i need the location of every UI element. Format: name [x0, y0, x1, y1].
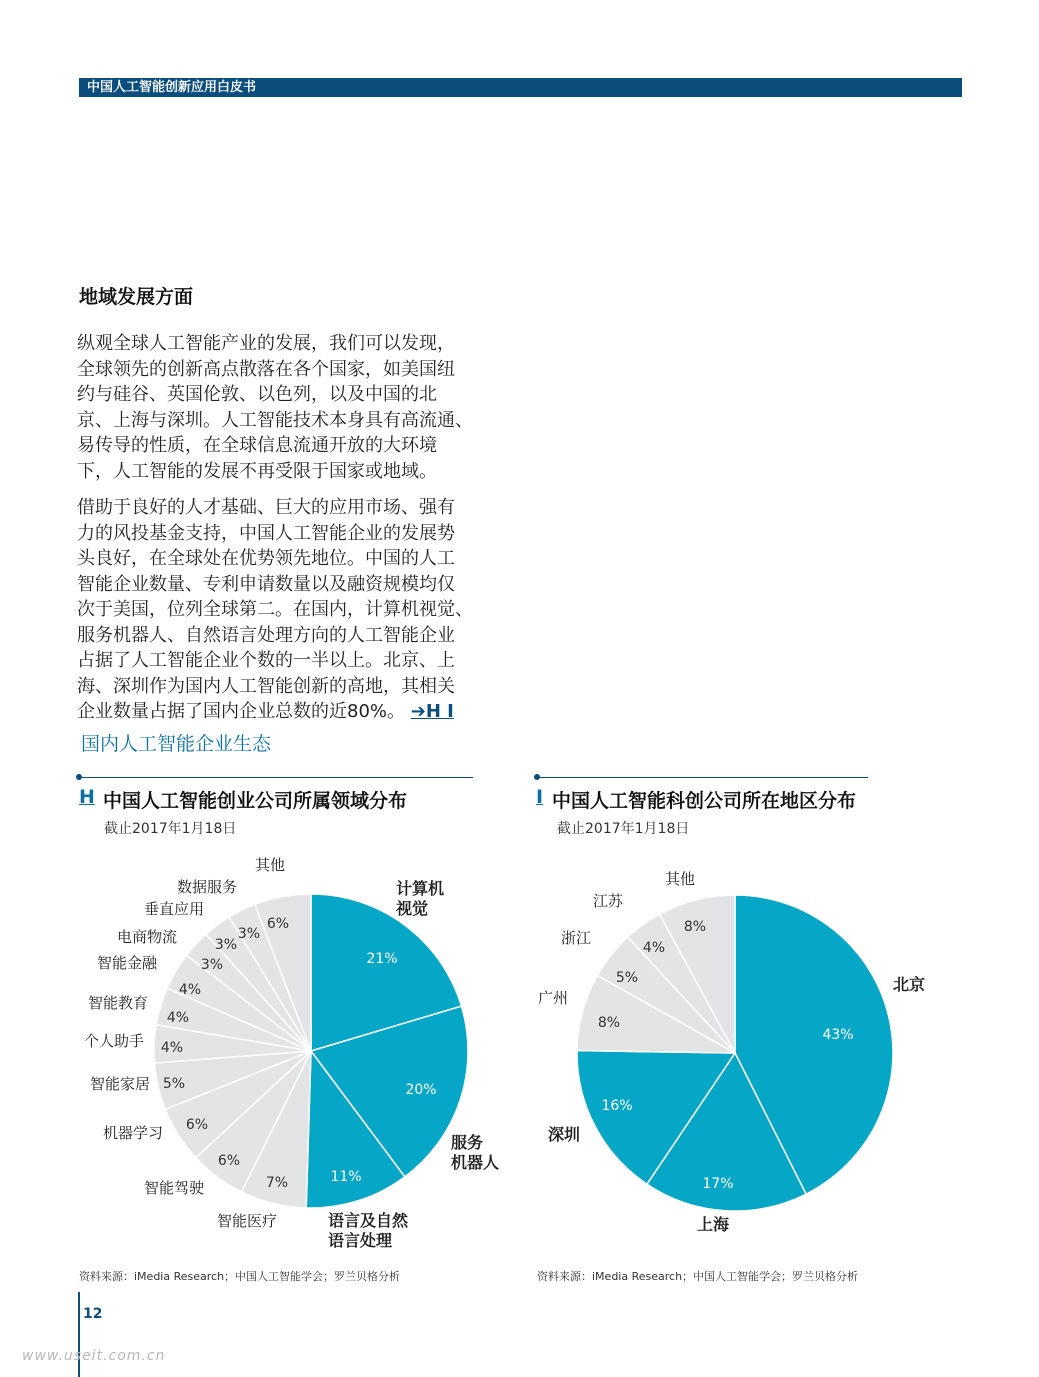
pie-percent-label: 8% [597, 1015, 621, 1031]
pie-category-label: 智能医疗 [216, 1212, 277, 1230]
pie-percent-label: 7% [265, 1175, 289, 1191]
pie-percent-label: 43% [822, 1027, 854, 1043]
pie-category-label: 智能金融 [96, 954, 157, 972]
pie-category-label: 智能教育 [87, 994, 148, 1012]
pie-category-label: 广州 [537, 989, 568, 1007]
paragraph-line: 海、深圳作为国内人工智能创新的高地，其相关 [77, 675, 455, 697]
pie-category-label: 语言及自然语言处理 [328, 1211, 409, 1250]
pie-category-label: 北京 [893, 975, 926, 994]
pie-percent-label: 4% [160, 1040, 184, 1056]
pie-percent-label: 6% [185, 1117, 209, 1133]
paragraph-line: 全球领先的创新高点散落在各个国家，如美国纽 [77, 358, 455, 380]
page-number: 12 [83, 1306, 103, 1322]
chart-i-title: 中国人工智能科创公司所在地区分布 [552, 790, 857, 812]
pie-category-label: 其他 [254, 856, 285, 874]
pie-category-label: 机器学习 [102, 1124, 163, 1142]
ecosystem-title: 国内人工智能企业生态 [81, 733, 272, 755]
paragraph-line: 易传导的性质，在全球信息流通开放的大环境 [77, 435, 437, 456]
pie-percent-label: 21% [366, 951, 398, 967]
pie-category-label: 深圳 [547, 1125, 580, 1144]
pie-category-label: 智能家居 [89, 1075, 150, 1093]
paragraph-line: 力的风投基金支持，中国人工智能企业的发展势 [77, 522, 455, 544]
chart-h-label: H [79, 786, 95, 808]
pie-percent-label: 8% [683, 919, 707, 935]
chart-i-source: 资料来源：iMedia Research；中国人工智能学会；罗兰贝格分析 [537, 1270, 859, 1283]
page-rule [78, 1292, 80, 1377]
pie-percent-label: 20% [405, 1082, 437, 1098]
pie-category-label: 垂直应用 [143, 900, 204, 918]
chart-i-subtitle: 截止2017年1月18日 [557, 821, 690, 837]
chart-h-title: 中国人工智能创业公司所属领域分布 [103, 790, 408, 812]
watermark: www.useit.com.cn [22, 1348, 166, 1364]
header-title: 中国人工智能创新应用白皮书 [87, 80, 257, 95]
pie-percent-label: 11% [330, 1169, 362, 1185]
pie-percent-label: 4% [642, 940, 666, 956]
chart-h-source: 资料来源：iMedia Research；中国人工智能学会；罗兰贝格分析 [79, 1270, 401, 1283]
pie-percent-label: 4% [178, 982, 202, 998]
paragraph-line: 借助于良好的人才基础、巨大的应用市场、强有 [77, 497, 455, 518]
paragraph-line: 智能企业数量、专利申请数量以及融资规模均仅 [77, 573, 455, 595]
pie-percent-label: 3% [237, 926, 261, 942]
paragraph-line: 次于美国，位列全球第二。在国内，计算机视觉、 [77, 599, 473, 620]
pie-category-label: 电商物流 [116, 928, 177, 946]
pie-category-label: 数据服务 [176, 878, 237, 896]
paragraph-line: 头良好，在全球处在优势领先地位。中国的人工 [77, 548, 455, 569]
chart-i-label: I [536, 786, 544, 808]
pie-percent-label: 6% [266, 916, 290, 932]
paragraph-line: 下，人工智能的发展不再受限于国家或地域。 [77, 460, 437, 482]
paragraph-line: 纵观全球人工智能产业的发展，我们可以发现， [77, 333, 455, 354]
pie-percent-label: 16% [601, 1098, 633, 1114]
pie-percent-label: 5% [615, 970, 639, 986]
paragraph-line: 京、上海与深圳。人工智能技术本身具有高流通、 [77, 409, 473, 431]
chart-h-subtitle: 截止2017年1月18日 [104, 821, 237, 837]
pie-percent-label: 5% [162, 1076, 186, 1092]
pie-category-label: 服务机器人 [451, 1133, 500, 1172]
pie-category-label: 其他 [664, 870, 695, 888]
pie-category-label: 计算机视觉 [396, 879, 445, 918]
pie-category-label: 智能驾驶 [143, 1179, 204, 1197]
pie-category-label: 浙江 [560, 929, 591, 947]
paragraph-text: 企业数量占据了国内企业总数的近80%。 [77, 701, 406, 722]
pie-category-label: 上海 [696, 1215, 730, 1234]
figure-reference-link[interactable]: ➔H I [410, 701, 454, 722]
pie-category-label: 个人助手 [83, 1032, 144, 1050]
section-heading: 地域发展方面 [79, 286, 194, 308]
pie-percent-label: 4% [166, 1010, 190, 1026]
paragraph-line: 占据了人工智能企业个数的一半以上。北京、上 [77, 650, 455, 671]
paragraph-line: 约与硅谷、英国伦敦、以色列，以及中国的北 [77, 384, 437, 405]
pie-percent-label: 3% [214, 937, 238, 953]
pie-percent-label: 3% [200, 957, 224, 973]
pie-percent-label: 6% [217, 1153, 241, 1169]
pie-percent-label: 17% [702, 1176, 734, 1192]
pie-category-label: 江苏 [592, 892, 623, 910]
paragraph-line: 服务机器人、自然语言处理方向的人工智能企业 [77, 624, 455, 646]
